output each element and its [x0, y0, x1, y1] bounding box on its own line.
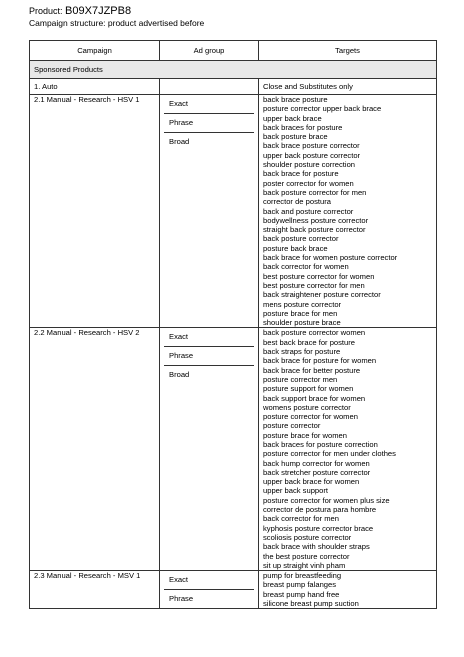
target-keyword: back corrector for men: [263, 514, 339, 524]
target-keyword: pump for breastfeeding: [263, 571, 342, 581]
column-header-ad-group: Ad group: [160, 41, 259, 61]
target-keyword: back stretcher posture corrector: [263, 467, 371, 477]
target-keyword: posture brace for women: [263, 430, 347, 440]
target-keyword: best posture corrector for men: [263, 280, 365, 290]
table-row: [30, 95, 437, 328]
target-keyword: bodywellness posture corrector: [263, 215, 369, 225]
target-keyword: back posture corrector for men: [263, 187, 367, 197]
campaign-cell: 2.2 Manual - Research - HSV 2: [30, 328, 160, 571]
target-keyword: upper back brace for women: [263, 477, 360, 487]
table-row: [30, 79, 437, 95]
ad-group-cell: [160, 328, 259, 571]
ad-group-item: Phrase: [169, 594, 194, 604]
target-keyword: back brace for women posture corrector: [263, 253, 398, 263]
target-keyword: sit up straight vinh pham: [263, 560, 346, 570]
ad-group-cell: [160, 79, 259, 95]
target-keyword: back brace for better posture: [263, 365, 361, 375]
campaign-structure: Campaign structure: product advertised before: [29, 18, 205, 28]
table-row: [30, 571, 437, 609]
section-label: Sponsored Products: [30, 61, 437, 79]
target-keyword: posture corrector: [263, 421, 321, 431]
target-keyword: back posture brace: [263, 132, 328, 142]
campaign-cell: 2.1 Manual - Research - HSV 1: [30, 95, 160, 328]
target-keyword: straight back posture corrector: [263, 225, 366, 235]
target-keyword: back brace for posture: [263, 169, 339, 179]
ad-group-item: Phrase: [164, 347, 254, 366]
target-keyword: back brace for posture for women: [263, 356, 377, 366]
target-keyword: upper back brace: [263, 113, 322, 123]
ad-group-item: Exact: [164, 571, 254, 590]
target-keyword: back hump corrector for women: [263, 458, 370, 468]
target-keyword: corrector de postura para hombre: [263, 505, 377, 515]
targets-cell: Close and Substitutes only: [259, 79, 437, 95]
target-keyword: upper back support: [263, 486, 329, 496]
target-keyword: best back brace for posture: [263, 337, 356, 347]
target-keyword: back posture corrector: [263, 234, 339, 244]
target-keyword: back straightener posture corrector: [263, 290, 381, 300]
target-keyword: shoulder posture brace: [263, 318, 341, 328]
target-keyword: back straps for posture: [263, 347, 341, 357]
ad-group-item: Phrase: [164, 114, 254, 133]
target-keyword: best posture corrector for women: [263, 271, 375, 281]
target-keyword: scoliosis posture corrector: [263, 532, 352, 542]
ad-group-item: Exact: [164, 95, 254, 114]
section-row: [30, 61, 437, 79]
targets-cell: [259, 95, 437, 328]
targets-cell: [259, 328, 437, 571]
target-keyword: womens posture corrector: [263, 402, 351, 412]
product-line: [29, 6, 131, 17]
target-keyword: back and posture corrector: [263, 206, 354, 216]
table-row: [30, 328, 437, 571]
target-keyword: back braces for posture: [263, 122, 343, 132]
target-keyword: shoulder posture correction: [263, 160, 356, 170]
target-keyword: posture brace for men: [263, 308, 338, 318]
campaign-cell: 2.3 Manual - Research - MSV 1: [30, 571, 160, 609]
target-keyword: posture corrector for women plus size: [263, 495, 390, 505]
product-id: B09X7JZPB8: [65, 5, 132, 17]
target-keyword: posture corrector for women: [263, 412, 358, 422]
campaign-table: [29, 40, 437, 609]
target-keyword: posture corrector upper back brace: [263, 104, 382, 114]
table-header-row: [30, 41, 437, 61]
ad-group-item: Exact: [164, 328, 254, 347]
target-keyword: corrector de postura: [263, 197, 331, 207]
target-keyword: back posture corrector women: [263, 328, 366, 338]
ad-group-cell: [160, 571, 259, 609]
target-keyword: breast pump hand free: [263, 589, 340, 599]
target-keyword: posture support for women: [263, 384, 354, 394]
target-keyword: breast pump falanges: [263, 580, 337, 590]
ad-group-item: Broad: [169, 137, 190, 146]
target-keyword: mens posture corrector: [263, 299, 342, 309]
target-keyword: back brace posture corrector: [263, 141, 360, 151]
target-keyword: upper back posture corrector: [263, 150, 361, 160]
column-header-campaign: Campaign: [30, 41, 160, 61]
target-keyword: back brace with shoulder straps: [263, 542, 370, 552]
target-keyword: posture corrector for men under clothes: [263, 449, 396, 459]
target-keyword: the best posture corrector: [263, 551, 350, 561]
ad-group-cell: [160, 95, 259, 328]
target-keyword: posture back brace: [263, 243, 328, 253]
targets-cell: [259, 571, 437, 609]
product-label: Product:: [29, 6, 63, 16]
target-keyword: back support brace for women: [263, 393, 366, 403]
column-header-targets: Targets: [259, 41, 437, 61]
target-keyword: poster corrector for women: [263, 178, 354, 188]
ad-group-item: Broad: [169, 370, 190, 380]
target-keyword: back corrector for women: [263, 262, 349, 272]
target-keyword: back braces for posture correction: [263, 439, 378, 449]
target-keyword: posture corrector men: [263, 374, 338, 384]
target-keyword: back brace posture: [263, 95, 328, 104]
target-keyword: kyphosis posture corrector brace: [263, 523, 374, 533]
campaign-cell: 1. Auto: [30, 79, 160, 95]
target-keyword: silicone breast pump suction: [263, 599, 359, 609]
